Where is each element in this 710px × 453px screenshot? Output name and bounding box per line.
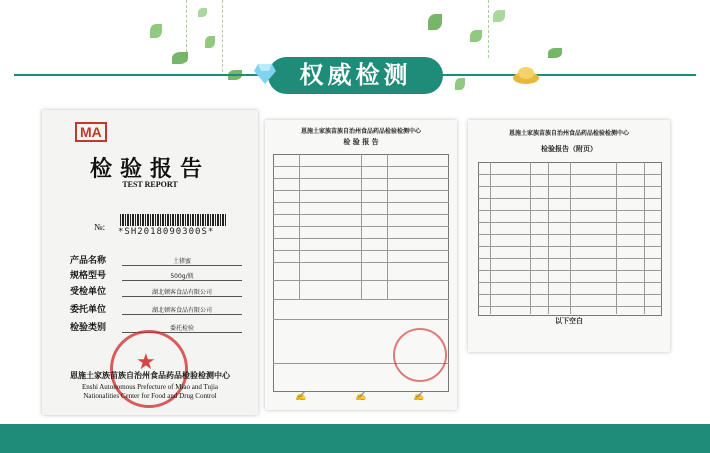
report-appendix-page (468, 120, 670, 352)
field-value: 委托检验 (122, 323, 242, 333)
report-body-page (265, 120, 457, 410)
vine-decoration (488, 0, 489, 58)
banner-title: 权威检测 (268, 57, 443, 94)
red-seal-stamp (393, 328, 447, 382)
cma-mark: MA (75, 122, 107, 142)
seal-star-icon: ★ (136, 350, 156, 375)
field-label: 检验类别 (70, 323, 107, 333)
leaf-icon (428, 14, 442, 30)
leaf-icon (455, 78, 465, 90)
org-name-en-line1: Enshi Autonomous Prefecture of Miao and Tujia (81, 383, 219, 391)
blank-note: 以下空白 (555, 317, 583, 325)
leaf-icon (548, 48, 562, 58)
field-label: 产品名称 (70, 256, 107, 266)
vine-decoration (222, 0, 223, 72)
field-value: 土猪蜜 (122, 256, 242, 266)
field-value: 500g/瓶 (122, 271, 242, 281)
gem-icon (254, 64, 276, 84)
leaf-icon (150, 24, 162, 38)
leaf-icon (493, 10, 505, 22)
field-value: 湖北顿客食品有限公司 (122, 305, 242, 315)
org-name: 恩施土家族苗族自治州食品药品检验检测中心 (508, 130, 629, 137)
leaf-icon (172, 52, 188, 64)
gold-ingot-icon (512, 63, 540, 85)
field-label: 规格型号 (70, 271, 107, 281)
field-label: 受检单位 (70, 287, 107, 297)
report-number-label: №: (94, 222, 106, 232)
org-name: 恩施土家族苗族自治州食品药品检验检测中心 (300, 128, 421, 135)
org-name-en-line2: Nationalities Center for Food and Drug Control (83, 392, 217, 400)
org-name-cn: 恩施土家族苗族自治州食品药品检验检测中心 (70, 371, 230, 380)
report-cover-page (42, 110, 258, 415)
leaf-icon (205, 36, 215, 48)
report-number: *SH2018090300S* (118, 227, 215, 237)
signature: ✍ (295, 392, 307, 402)
page-title: 检验报告（附页） (541, 144, 597, 153)
field-value: 湖北顿客食品有限公司 (122, 287, 242, 297)
field-label: 委托单位 (70, 305, 107, 315)
leaf-icon (470, 30, 482, 42)
report-subtitle: TEST REPORT (122, 180, 178, 189)
signature: ✍ (413, 392, 425, 402)
leaf-icon (198, 8, 207, 17)
barcode (120, 214, 226, 226)
signature: ✍ (355, 392, 367, 402)
footer-bar (0, 424, 710, 453)
page-title: 检 验 报 告 (343, 137, 379, 146)
report-title: 检验报告 (89, 156, 210, 182)
